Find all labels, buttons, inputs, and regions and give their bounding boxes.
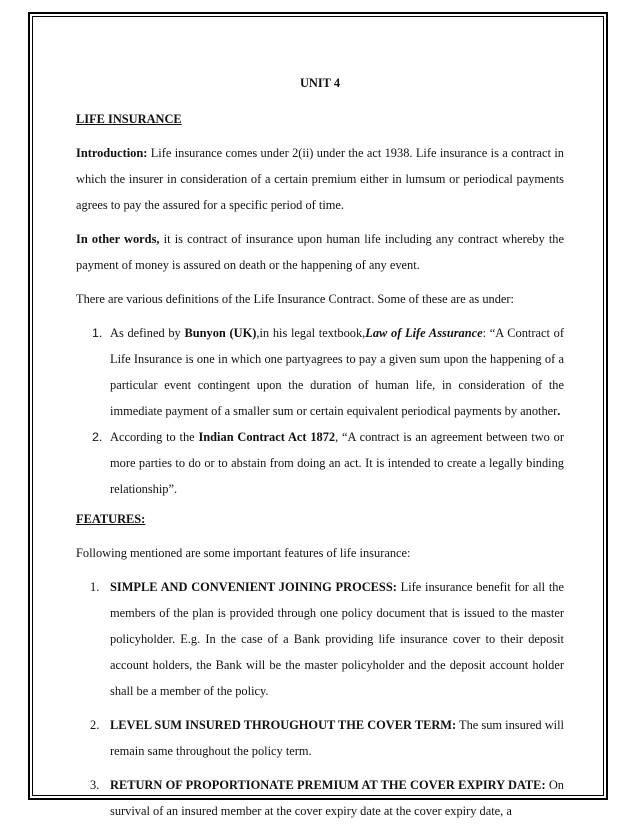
feature-item — [76, 574, 564, 704]
feature-text: Life insurance benefit for all the members of the plan is provided through one policy document that is issued to the master policyholder. E.g. In the case of a Bank providing life insurance cover to their deposit account holders, the Bank will be the master policyholder and the deposit account holder shall be a member of the policy. — [110, 580, 564, 698]
list-number: 1. — [90, 580, 100, 594]
features-intro: Following mentioned are some important features of life insurance: — [76, 546, 411, 560]
document-body — [76, 70, 564, 832]
intro-text: Life insurance comes under 2(ii) under the act 1938. Life insurance is a contract in which the insurer in consideration of a certain premium either in lumsum or periodical payments agrees to pay the assured for a specific period of time. — [76, 146, 564, 212]
features-list — [76, 574, 564, 824]
feature-title: LEVEL SUM INSURED THROUGHOUT THE COVER TERM: — [110, 718, 457, 732]
other-words-paragraph — [76, 226, 564, 278]
feature-title: RETURN OF PROPORTIONATE PREMIUM AT THE COVER EXPIRY DATE: — [110, 778, 546, 792]
definitions-list — [76, 320, 564, 502]
feature-text: On survival of an insured member at the cover expiry date at the cover expiry date, a — [110, 778, 564, 818]
list-number: 1. — [92, 326, 103, 340]
intro-paragraph — [76, 140, 564, 218]
other-words-label: In other words, — [76, 232, 160, 246]
feature-item — [76, 712, 564, 764]
definition-text: ,in his legal textbook, — [256, 326, 366, 340]
definition-item — [76, 424, 564, 502]
definition-source: Bunyon (UK) — [184, 326, 257, 340]
feature-item — [76, 772, 564, 824]
definition-text: According to the — [110, 430, 199, 444]
unit-title: UNIT 4 — [299, 76, 341, 90]
definition-text: : “A Contract of Life Insurance is one in which one partyagrees to pay a given sum upon the happening of a particular event contingent upon the duration of human life, in consideration of the immediate payment of a smaller sum or certain equivalent periodical payments by another — [110, 326, 564, 418]
definition-end: . — [557, 404, 561, 418]
feature-title: SIMPLE AND CONVENIENT JOINING PROCESS: — [110, 580, 397, 594]
definition-text: As defined by — [110, 326, 185, 340]
list-number: 3. — [90, 778, 100, 792]
list-number: 2. — [92, 430, 103, 444]
other-words-text: it is contract of insurance upon human life including any contract whereby the payment of money is assured on death or the happening of any event. — [76, 232, 564, 272]
intro-label: Introduction: — [76, 146, 148, 160]
definition-item — [76, 320, 564, 424]
book-title: Law of Life Assurance — [365, 326, 483, 340]
list-number: 2. — [90, 718, 100, 732]
section-title: LIFE INSURANCE — [76, 112, 182, 126]
feature-text: The sum insured will remain same throughout the policy term. — [110, 718, 565, 758]
features-title: FEATURES: — [76, 512, 146, 526]
definition-text: , “A contract is an agreement between two or more parties to do or to abstain from doing an act. It is intended to create a legally binding relationship”. — [110, 430, 564, 496]
definition-source: Indian Contract Act 1872 — [198, 430, 336, 444]
definitions-intro: There are various definitions of the Life Insurance Contract. Some of these are as under: — [76, 292, 514, 306]
